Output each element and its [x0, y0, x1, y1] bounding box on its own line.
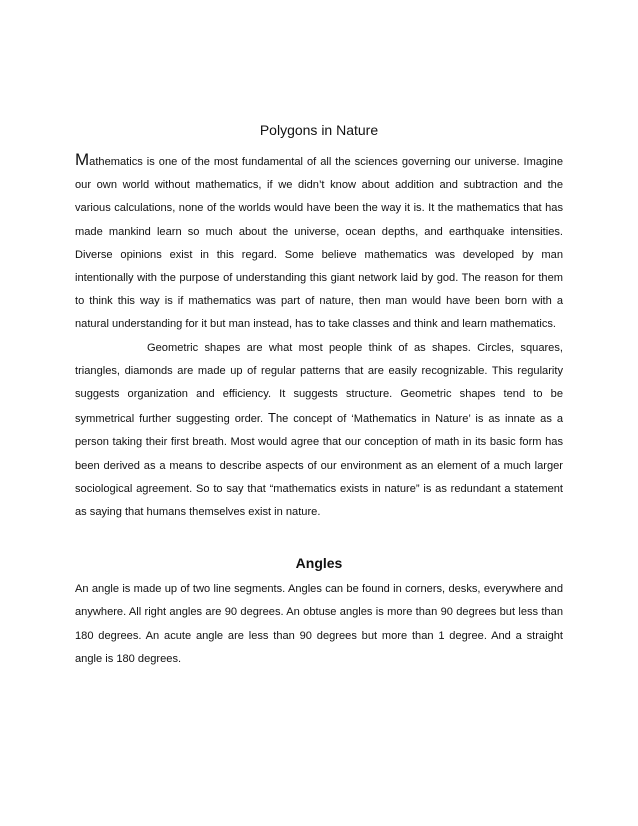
page-title: Polygons in Nature [259, 122, 379, 138]
geometric-shapes-text-a: Geometric shapes are what most people think of as shapes. Circles, squares, triangles, diamonds are made up of regular patterns that are easily recognizable. This regularity suggests organization and efficiency. It suggests structure. Geometric shapes tend to be symmetrical further suggesting order. [75, 341, 563, 426]
dropcap-letter: M [75, 150, 90, 169]
enlarged-letter: T [268, 410, 276, 426]
angles-paragraph: An angle is made up of two line segments. Angles can be found in corners, desks, everywhere and anywhere. All right angles are 90 degrees. An obtuse angles is more than 90 degrees but less than 180 degrees. An acute angle are less than 90 degrees but more than 1 degree. And a straight angle is 180 degrees. [75, 583, 563, 665]
intro-paragraph-text: athematics is one of the most fundamental of all the sciences governing our universe. Imagine our own world without mathematics, if we didn’t know about addition and subtraction and the various calculations, none of the worlds would have been the way it is. It the mathematics that has made mankind learn so much about the universe, ocean depths, and earthquake intensities. Diverse opinions exist in this regard. Some believe mathematics was developed by man intentionally with the purpose of understanding this giant network laid by god. The reason for them to think this way is if mathematics was part of nature, then man would have been born with a natural understanding for it but man instead, has to take classes and think and learn mathematics. [75, 156, 563, 331]
section-spacer [75, 524, 563, 554]
document-body [75, 121, 563, 671]
intro-paragraph [75, 151, 563, 337]
geometric-shapes-text-b: he concept of ‘Mathematics in Nature’ is as innate as a person taking their first breath. Most would agree that our conception of math in its basic form has been derived as a means to describe aspects of our environment as an element of a much larger sociological agreement. So to say that “mathematics exists in nature” is as redundant a statement as saying that humans themselves exist in nature. [75, 413, 563, 519]
geometric-shapes-paragraph [75, 337, 563, 525]
section-heading-angles: Angles [295, 555, 343, 572]
